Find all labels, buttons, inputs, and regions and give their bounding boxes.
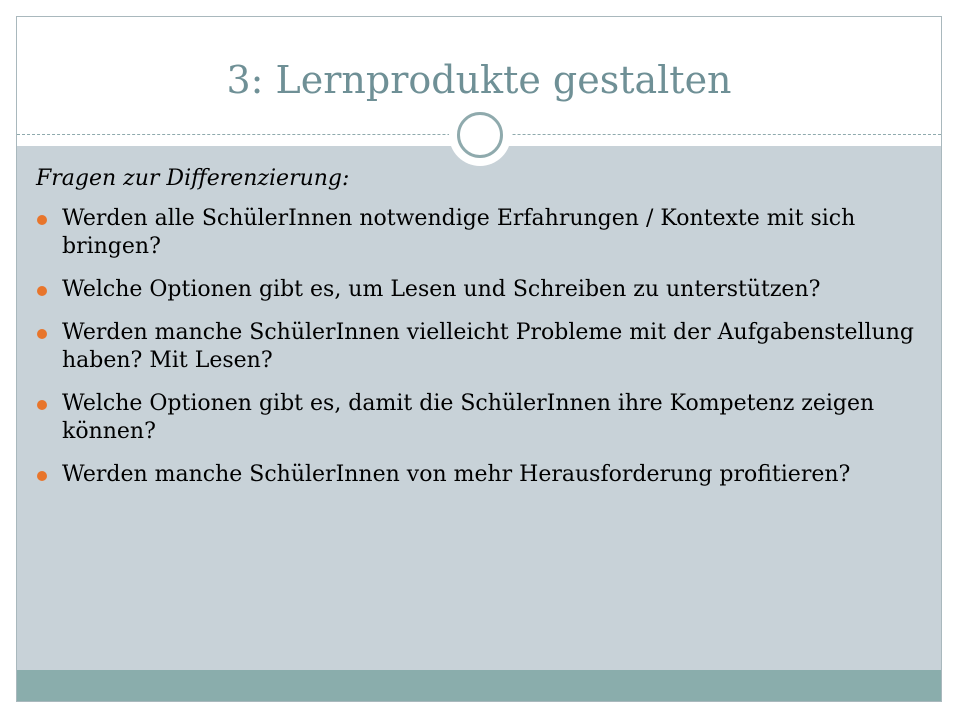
bullet-dot-icon [37, 329, 47, 339]
circle-ornament [449, 104, 511, 166]
subheading: Fragen zur Differenzierung: [36, 166, 350, 191]
list-item [36, 205, 916, 261]
bullet-dot-icon [37, 400, 47, 410]
slide-title: 3: Lernprodukte gestalten [226, 58, 732, 102]
bullet-text: Werden manche SchülerInnen von mehr Herausforderung profitieren? [62, 462, 851, 487]
bullet-list [36, 205, 916, 504]
footer-bar [17, 670, 941, 701]
bullet-dot-icon [37, 215, 47, 225]
bullet-text: Welche Optionen gibt es, um Lesen und Schreiben zu unterstützen? [62, 277, 821, 302]
circle-ring-icon [457, 112, 503, 158]
list-item [36, 461, 916, 489]
list-item [36, 276, 916, 304]
bullet-text: Werden alle SchülerInnen notwendige Erfahrungen / Kontexte mit sich bringen? [62, 206, 856, 259]
bullet-dot-icon [37, 471, 47, 481]
list-item [36, 390, 916, 446]
list-item [36, 319, 916, 375]
bullet-text: Welche Optionen gibt es, damit die SchülerInnen ihre Kompetenz zeigen können? [62, 391, 875, 444]
bullet-text: Werden manche SchülerInnen vielleicht Probleme mit der Aufgabenstellung haben? Mit Lesen? [62, 320, 914, 373]
bullet-dot-icon [37, 286, 47, 296]
